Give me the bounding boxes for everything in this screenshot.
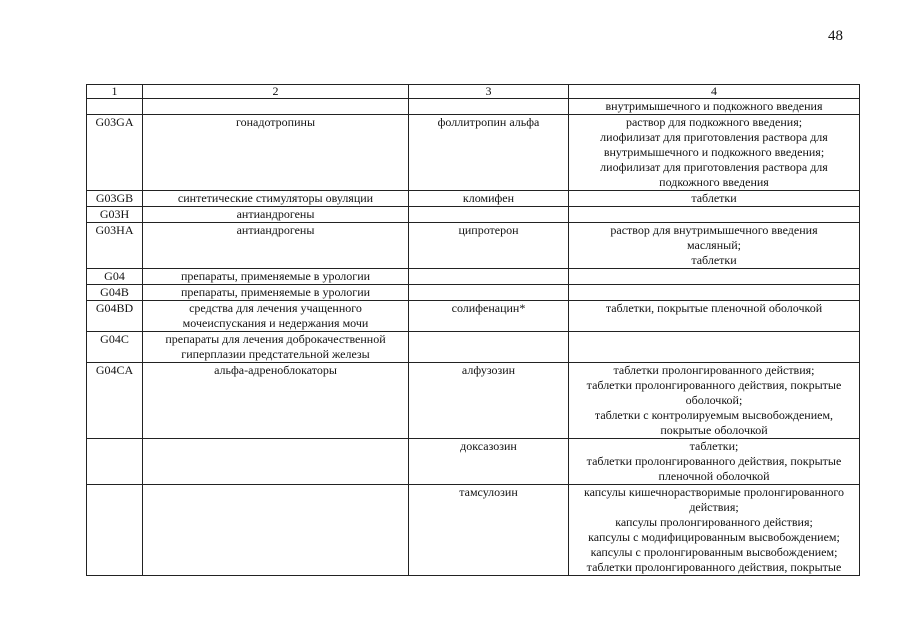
dosage-form-cell bbox=[569, 285, 860, 301]
cell-text-line: таблетки пролонгированного действия, покрытые bbox=[586, 378, 842, 392]
cell-text-line: пленочной оболочкой bbox=[658, 469, 770, 483]
atc-code-cell bbox=[87, 439, 143, 485]
atc-code-cell: G04B bbox=[87, 285, 143, 301]
cell-text-line: внутримышечного и подкожного введения bbox=[605, 99, 823, 113]
dosage-form-cell bbox=[569, 332, 860, 363]
dosage-form-cell bbox=[569, 301, 860, 332]
substance-cell bbox=[409, 439, 569, 485]
cell-text-line: таблетки bbox=[691, 253, 737, 267]
cell-text-line: фоллитропин альфа bbox=[437, 115, 540, 129]
dosage-form-cell bbox=[569, 485, 860, 576]
cell-text-line: раствор для подкожного введения; bbox=[625, 115, 803, 129]
cell-text-line: раствор для внутримышечного введения bbox=[610, 223, 818, 237]
table-header-row bbox=[87, 85, 860, 99]
dosage-form-cell bbox=[569, 207, 860, 223]
substance-cell bbox=[409, 191, 569, 207]
header-cell-3: 3 bbox=[409, 85, 569, 99]
cell-text-line: капсулы с модифицированным высвобождением; bbox=[588, 530, 840, 544]
cell-text-line: таблетки; bbox=[689, 439, 739, 453]
cell-text-line: препараты, применяемые в урологии bbox=[180, 269, 371, 283]
cell-text-line: капсулы кишечнорастворимые пролонгированного bbox=[583, 485, 845, 499]
table-row bbox=[87, 115, 860, 191]
substance-cell bbox=[409, 269, 569, 285]
cell-text-line: препараты для лечения доброкачественной bbox=[165, 332, 386, 346]
cell-text-line: подкожного введения bbox=[659, 175, 769, 189]
group-name-cell bbox=[143, 439, 409, 485]
atc-code-cell: G04CA bbox=[87, 363, 143, 439]
dosage-form-cell bbox=[569, 439, 860, 485]
group-name-cell bbox=[143, 485, 409, 576]
group-name-cell bbox=[143, 191, 409, 207]
cell-text-line: синтетические стимуляторы овуляции bbox=[177, 191, 374, 205]
substance-cell bbox=[409, 485, 569, 576]
group-name-cell bbox=[143, 115, 409, 191]
table-row bbox=[87, 363, 860, 439]
cell-text-line: покрытые оболочкой bbox=[660, 423, 768, 437]
substance-cell bbox=[409, 301, 569, 332]
group-name-cell bbox=[143, 223, 409, 269]
dosage-form-cell bbox=[569, 191, 860, 207]
dosage-form-cell bbox=[569, 99, 860, 115]
header-cell-2: 2 bbox=[143, 85, 409, 99]
cell-text-line: гиперплазии предстательной железы bbox=[181, 347, 370, 361]
dosage-form-cell bbox=[569, 269, 860, 285]
table-row bbox=[87, 269, 860, 285]
atc-code-cell: G03H bbox=[87, 207, 143, 223]
cell-text-line: внутримышечного и подкожного введения; bbox=[603, 145, 825, 159]
cell-text-line: антиандрогены bbox=[236, 223, 315, 237]
page-number: 48 bbox=[828, 28, 843, 44]
atc-code-cell bbox=[87, 99, 143, 115]
cell-text-line: мочеиспускания и недержания мочи bbox=[182, 316, 369, 330]
cell-text-line: ципротерон bbox=[458, 223, 519, 237]
substance-cell bbox=[409, 99, 569, 115]
cell-text-line: доксазозин bbox=[460, 439, 517, 453]
substance-cell bbox=[409, 223, 569, 269]
cell-text-line: альфа-адреноблокаторы bbox=[214, 363, 337, 377]
table-row bbox=[87, 223, 860, 269]
drug-table bbox=[86, 84, 860, 576]
table-row bbox=[87, 191, 860, 207]
atc-code-cell: G04BD bbox=[87, 301, 143, 332]
cell-text-line: лиофилизат для приготовления раствора для bbox=[600, 130, 828, 144]
cell-text-line: тамсулозин bbox=[459, 485, 518, 499]
substance-cell bbox=[409, 207, 569, 223]
table-row bbox=[87, 285, 860, 301]
cell-text-line: масляный; bbox=[687, 238, 741, 252]
atc-code-cell bbox=[87, 485, 143, 576]
dosage-form-cell bbox=[569, 223, 860, 269]
group-name-cell bbox=[143, 301, 409, 332]
substance-cell bbox=[409, 285, 569, 301]
substance-cell bbox=[409, 115, 569, 191]
table-row bbox=[87, 99, 860, 115]
atc-code-cell: G03HA bbox=[87, 223, 143, 269]
group-name-cell bbox=[143, 99, 409, 115]
dosage-form-cell bbox=[569, 115, 860, 191]
cell-text-line: оболочкой; bbox=[685, 393, 743, 407]
table-row bbox=[87, 485, 860, 576]
cell-text-line: таблетки пролонгированного действия, покрытые bbox=[586, 454, 842, 468]
atc-code-cell: G03GA bbox=[87, 115, 143, 191]
cell-text-line: таблетки bbox=[691, 191, 737, 205]
cell-text-line: солифенацин* bbox=[451, 301, 526, 315]
cell-text-line: таблетки, покрытые пленочной оболочкой bbox=[605, 301, 823, 315]
cell-text-line: таблетки с контролируемым высвобождением, bbox=[594, 408, 834, 422]
group-name-cell bbox=[143, 285, 409, 301]
cell-text-line: антиандрогены bbox=[236, 207, 315, 221]
substance-cell bbox=[409, 363, 569, 439]
header-cell-1: 1 bbox=[87, 85, 143, 99]
cell-text-line: препараты, применяемые в урологии bbox=[180, 285, 371, 299]
atc-code-cell: G04C bbox=[87, 332, 143, 363]
header-cell-4: 4 bbox=[569, 85, 860, 99]
substance-cell bbox=[409, 332, 569, 363]
table-row bbox=[87, 207, 860, 223]
cell-text-line: алфузозин bbox=[461, 363, 516, 377]
cell-text-line: таблетки пролонгированного действия; bbox=[613, 363, 815, 377]
atc-code-cell: G03GB bbox=[87, 191, 143, 207]
group-name-cell bbox=[143, 207, 409, 223]
cell-text-line: капсулы пролонгированного действия; bbox=[615, 515, 813, 529]
cell-text-line: капсулы с пролонгированным высвобождением; bbox=[590, 545, 838, 559]
cell-text-line: действия; bbox=[689, 500, 739, 514]
group-name-cell bbox=[143, 332, 409, 363]
atc-code-cell: G04 bbox=[87, 269, 143, 285]
group-name-cell bbox=[143, 363, 409, 439]
table-row bbox=[87, 439, 860, 485]
cell-text-line: кломифен bbox=[462, 191, 515, 205]
table-row bbox=[87, 301, 860, 332]
cell-text-line: таблетки пролонгированного действия, покрытые bbox=[586, 560, 842, 574]
cell-text-line: лиофилизат для приготовления раствора для bbox=[600, 160, 828, 174]
cell-text-line: средства для лечения учащенного bbox=[189, 301, 362, 315]
dosage-form-cell bbox=[569, 363, 860, 439]
table-row bbox=[87, 332, 860, 363]
group-name-cell bbox=[143, 269, 409, 285]
cell-text-line: гонадотропины bbox=[235, 115, 316, 129]
